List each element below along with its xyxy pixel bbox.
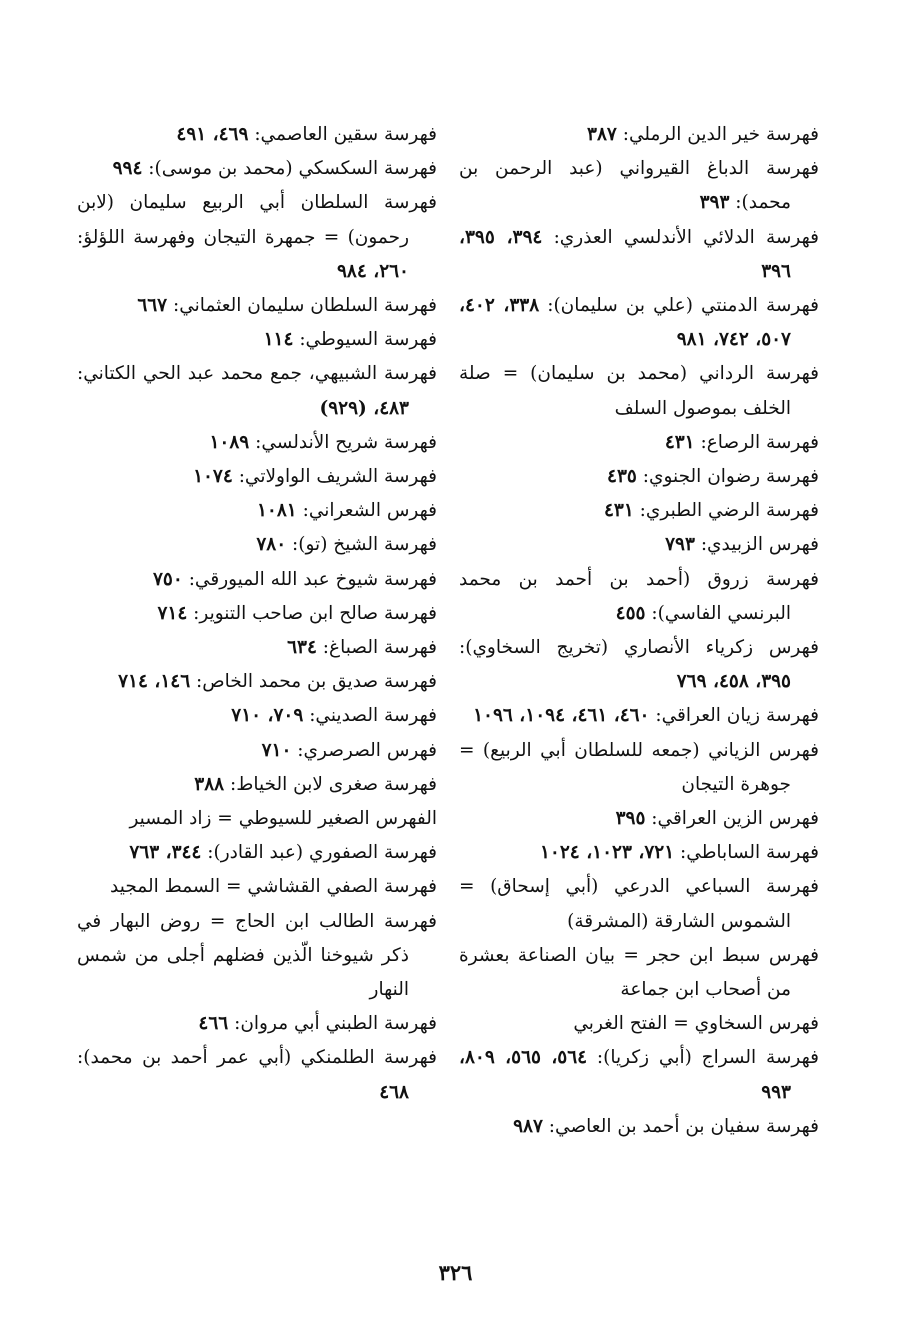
entry-title: فهرسة صغرى لابن الخياط: bbox=[224, 773, 437, 795]
entry-page-numbers: ٣٨٨ bbox=[194, 773, 225, 795]
entry-page-numbers: ٧٥٠ bbox=[153, 568, 183, 590]
entry-title: فهرسة الرضي الطبري: bbox=[633, 500, 819, 522]
index-entry bbox=[77, 1041, 437, 1109]
entry-page-numbers: ١١٤ bbox=[263, 329, 294, 351]
entry-title: فهرسة الطلمنكي (أبي عمر أحمد بن محمد): bbox=[77, 1047, 437, 1069]
entry-title: فهرس الصرصري: bbox=[291, 739, 437, 761]
index-entry bbox=[77, 905, 437, 1008]
entry-title: فهرسة الصديني: bbox=[303, 705, 437, 727]
index-entry bbox=[77, 152, 437, 186]
index-entry bbox=[77, 563, 437, 597]
entry-page-numbers: ٥٦٤، ٥٦٥، ٨٠٩، ٩٩٣ bbox=[459, 1047, 791, 1103]
index-entry bbox=[459, 1007, 819, 1041]
page-number: ٣٢٦ bbox=[438, 1260, 473, 1285]
entry-title: فهرسة السباعي الدرعي (أبي إسحاق) = الشموس الشارقة (المشرقة) bbox=[459, 876, 819, 932]
index-entry bbox=[77, 1007, 437, 1041]
entry-page-numbers: ٩٩٤ bbox=[112, 158, 143, 180]
index-entry bbox=[459, 870, 819, 938]
entry-title: فهرس الزياني (جمعه للسلطان أبي الربيع) = جوهرة التيجان bbox=[459, 739, 819, 795]
index-entry bbox=[459, 289, 819, 357]
index-column-right bbox=[459, 118, 819, 1144]
entry-page-numbers: ٧٨٠ bbox=[256, 534, 287, 556]
index-entry bbox=[459, 631, 819, 699]
entry-page-numbers: ٤٣٥ bbox=[607, 466, 637, 488]
index-entry bbox=[459, 426, 819, 460]
entry-title: فهرسة الدلائي الأندلسي العذري: bbox=[542, 226, 819, 248]
entry-title: فهرسة شريح الأندلسي: bbox=[249, 431, 437, 453]
entry-page-numbers: ٧١٤ bbox=[157, 602, 188, 624]
entry-page-numbers: ٤٦٨ bbox=[379, 1081, 409, 1103]
entry-page-numbers: ٤٦٠، ٤٦١، ١٠٩٤، ١٠٩٦ bbox=[473, 705, 650, 727]
entry-page-numbers: ٣٨٧ bbox=[587, 124, 617, 145]
entry-page-numbers: ٤٥٥ bbox=[615, 602, 646, 624]
entry-title: فهرسة الصفي القشاشي = السمط المجيد bbox=[110, 876, 437, 898]
entry-page-numbers: ٧١٠ bbox=[261, 739, 292, 761]
index-entry bbox=[77, 768, 437, 802]
entry-page-numbers: ٤٨٣، (٩٢٩) bbox=[319, 397, 409, 419]
entry-page-numbers: ٧٠٩، ٧١٠ bbox=[231, 705, 304, 727]
index-entry bbox=[459, 152, 819, 220]
index-entry bbox=[459, 836, 819, 870]
entry-title: فهرسة صديق بن محمد الخاص: bbox=[190, 671, 437, 693]
entry-page-numbers: ٣٩٥ bbox=[615, 808, 646, 830]
index-entry bbox=[459, 1041, 819, 1109]
index-entry bbox=[77, 460, 437, 494]
index-entry bbox=[77, 597, 437, 631]
entry-title: فهرسة رضوان الجنوي: bbox=[636, 466, 819, 488]
entry-page-numbers: ١٠٨١ bbox=[256, 500, 297, 522]
index-entry bbox=[459, 221, 819, 289]
entry-title: فهرسة الشبيهي، جمع محمد عبد الحي الكتاني: bbox=[77, 363, 437, 385]
entry-page-numbers: ١٠٨٩ bbox=[209, 431, 250, 453]
entry-page-numbers: ٧٩٣ bbox=[665, 534, 695, 556]
entry-page-numbers: ٩٨٧ bbox=[513, 1115, 543, 1137]
entry-title: فهرسة الصباغ: bbox=[316, 637, 437, 659]
entry-page-numbers: ٣٤٤، ٧٦٣ bbox=[129, 842, 202, 864]
entry-page-numbers: ٦٣٤ bbox=[287, 637, 317, 659]
entry-page-numbers: ٧٢١، ١٠٢٣، ١٠٢٤ bbox=[540, 842, 675, 864]
entry-title: فهرس زكرياء الأنصاري (تخريج السخاوي): bbox=[459, 637, 819, 659]
entry-title: فهرسة الصفوري (عبد القادر): bbox=[201, 842, 437, 864]
index-entry bbox=[459, 494, 819, 528]
entry-title: فهرسة سفيان بن أحمد بن العاصي: bbox=[542, 1115, 819, 1137]
index-entry bbox=[77, 186, 437, 289]
entry-title: فهرسة السلطان أبي الربيع سليمان (لابن رحمون) = جمهرة التيجان وفهرسة اللؤلؤ: bbox=[77, 192, 437, 248]
entry-title: فهرسة الشيخ (تو): bbox=[286, 534, 437, 556]
index-entry bbox=[459, 528, 819, 562]
index-entry bbox=[77, 631, 437, 665]
entry-title: الفهرس الصغير للسيوطي = زاد المسير bbox=[129, 808, 437, 830]
entry-title: فهرسة الدمنتي (علي بن سليمان): bbox=[539, 295, 819, 317]
index-entry bbox=[459, 1110, 819, 1144]
entry-page-numbers: ٦٦٧ bbox=[137, 295, 168, 317]
index-entry bbox=[77, 836, 437, 870]
index-entry bbox=[77, 699, 437, 733]
entry-title: فهرس سبط ابن حجر = بيان الصناعة بعشرة من أصحاب ابن جماعة bbox=[459, 944, 819, 1001]
entry-title: فهرسة الرصاع: bbox=[694, 431, 819, 453]
entry-title: فهرسة الرداني (محمد بن سليمان) = صلة الخلف بموصول السلف bbox=[459, 363, 819, 419]
index-entry bbox=[77, 426, 437, 460]
entry-page-numbers: ٣٩٥، ٤٥٨، ٧٦٩ bbox=[676, 671, 791, 693]
entry-title: فهرسة صالح ابن صاحب التنوير: bbox=[187, 602, 437, 624]
entry-title: فهرس السخاوي = الفتح الغربي bbox=[573, 1013, 819, 1035]
index-entry bbox=[459, 357, 819, 425]
entry-page-numbers: ١٠٧٤ bbox=[193, 466, 233, 488]
entry-title: فهرسة السكسكي (محمد بن موسى): bbox=[142, 158, 437, 180]
entry-title: فهرسة الساباطي: bbox=[674, 842, 819, 864]
entry-title: فهرسة الطالب ابن الحاج = روض البهار في ذكر شيوخنا الّذين فضلهم أجلى من شمس النهار bbox=[77, 910, 437, 1001]
index-entry bbox=[459, 734, 819, 802]
entry-page-numbers: ٣٣٨، ٤٠٢، ٥٠٧، ٧٤٢، ٩٨١ bbox=[459, 295, 791, 351]
entry-title: فهرسة الشريف الواولاتي: bbox=[232, 466, 437, 488]
entry-title: فهرس الزين العراقي: bbox=[645, 808, 819, 830]
entry-title: فهرس الشعراني: bbox=[296, 500, 437, 522]
index-entry bbox=[77, 118, 437, 152]
entry-page-numbers: ٢٦٠، ٩٨٤ bbox=[336, 260, 409, 282]
entry-title: فهرسة السراج (أبي زكريا): bbox=[587, 1047, 819, 1069]
entry-title: فهرس الزبيدي: bbox=[694, 534, 819, 556]
entry-page-numbers: ٤٣١ bbox=[664, 431, 695, 453]
entry-title: فهرسة زروق (أحمد بن أحمد بن محمد البرنسي الفاسي): bbox=[459, 568, 819, 624]
entry-title: فهرسة السلطان سليمان العثماني: bbox=[167, 295, 437, 317]
entry-title: فهرسة الدباغ القيرواني (عبد الرحمن بن محمد): bbox=[459, 158, 819, 214]
index-entry bbox=[77, 323, 437, 357]
index-column-left bbox=[77, 118, 437, 1110]
index-entry bbox=[459, 118, 819, 152]
index-entry bbox=[459, 699, 819, 733]
entry-page-numbers: ٤٦٩، ٤٩١ bbox=[176, 124, 249, 145]
entry-page-numbers: ٣٩٣ bbox=[699, 192, 730, 214]
index-entry bbox=[77, 870, 437, 904]
index-entry bbox=[77, 802, 437, 836]
index-entry bbox=[77, 665, 437, 699]
entry-title: فهرسة شيوخ عبد الله الميورقي: bbox=[182, 568, 437, 590]
index-entry bbox=[459, 563, 819, 631]
entry-title: فهرسة السيوطي: bbox=[293, 329, 437, 351]
entry-title: فهرسة زيان العراقي: bbox=[649, 705, 819, 727]
index-entry bbox=[77, 494, 437, 528]
index-entry bbox=[77, 289, 437, 323]
entry-title: فهرسة خير الدين الرملي: bbox=[616, 124, 819, 145]
entry-title: فهرسة الطبني أبي مروان: bbox=[228, 1013, 437, 1035]
index-entry bbox=[459, 939, 819, 1007]
index-entry bbox=[77, 734, 437, 768]
entry-page-numbers: ٤٣١ bbox=[603, 500, 634, 522]
index-entry bbox=[77, 528, 437, 562]
entry-title: فهرسة سقين العاصمي: bbox=[248, 124, 437, 145]
index-entry bbox=[459, 460, 819, 494]
entry-page-numbers: ١٤٦، ٧١٤ bbox=[118, 671, 191, 693]
index-entry bbox=[459, 802, 819, 836]
index-entry bbox=[77, 357, 437, 425]
entry-page-numbers: ٤٦٦ bbox=[198, 1013, 229, 1035]
entry-page-numbers: ٣٩٤، ٣٩٥، ٣٩٦ bbox=[459, 226, 791, 282]
